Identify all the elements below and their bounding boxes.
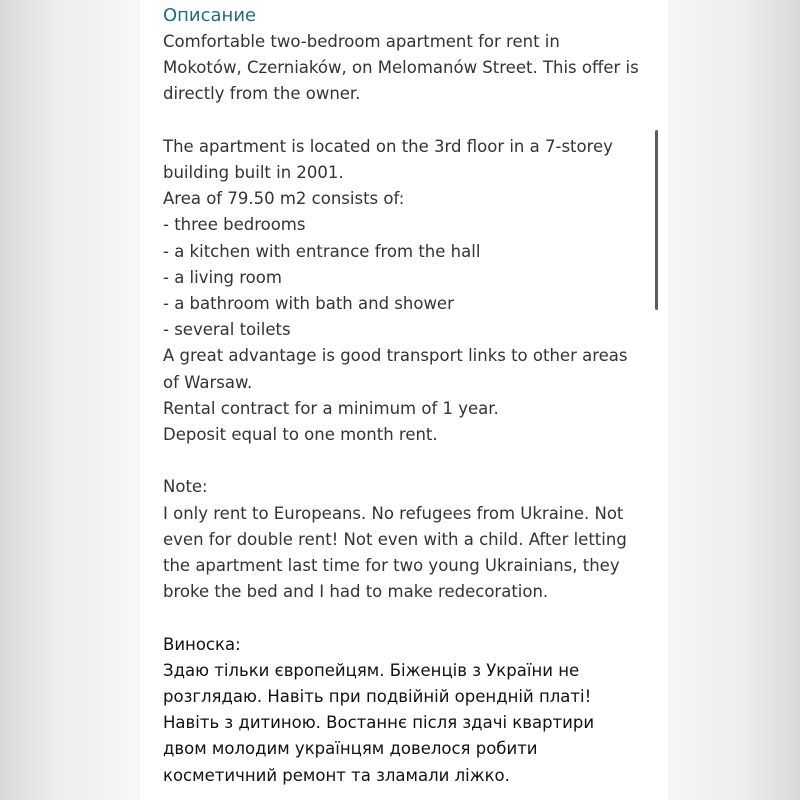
description-title: Описание (163, 5, 257, 26)
scrollbar-thumb[interactable] (655, 130, 658, 310)
description-content (163, 3, 645, 789)
vertical-scrollbar[interactable] (654, 130, 660, 310)
description-intro: Comfortable two-bedroom apartment for rent in Mokotów, Czerniaków, on Melomanów Street. This offer is directly from the owner. (163, 32, 639, 104)
ukrainian-note-text: Здаю тільки європейцям. Біженців з України не розглядаю. Навіть при подвійній орендній платі! Навіть з дитиною. Востаннє після здачі квартири двом молодим українцям довелося робити косметичний ремонт та зламали ліжко. (163, 660, 595, 785)
paragraph-gap (163, 605, 645, 631)
listing-description-panel (140, 0, 668, 800)
paragraph-gap (163, 448, 645, 474)
ukrainian-note-label: Виноска: (163, 634, 241, 654)
note-label: Note: (163, 477, 208, 497)
note-text: I only rent to Europeans. No refugees from Ukraine. Not even for double rent! Not even with a child. After letting the apartment last time for two young Ukrainians, they broke the bed and I had to make redecoration. (163, 503, 627, 602)
paragraph-gap (163, 108, 645, 134)
description-details: The apartment is located on the 3rd floor in a 7-storey building built in 2001. Area of 79.50 m2 consists of: - three bedrooms - a kitchen with entrance from the hall - a living room - a bathroom with bath and shower - several toilets A great advantage is good transport links to other areas of Warsaw. Rental contract for a minimum of 1 year. Deposit equal to one month rent. (163, 136, 628, 445)
